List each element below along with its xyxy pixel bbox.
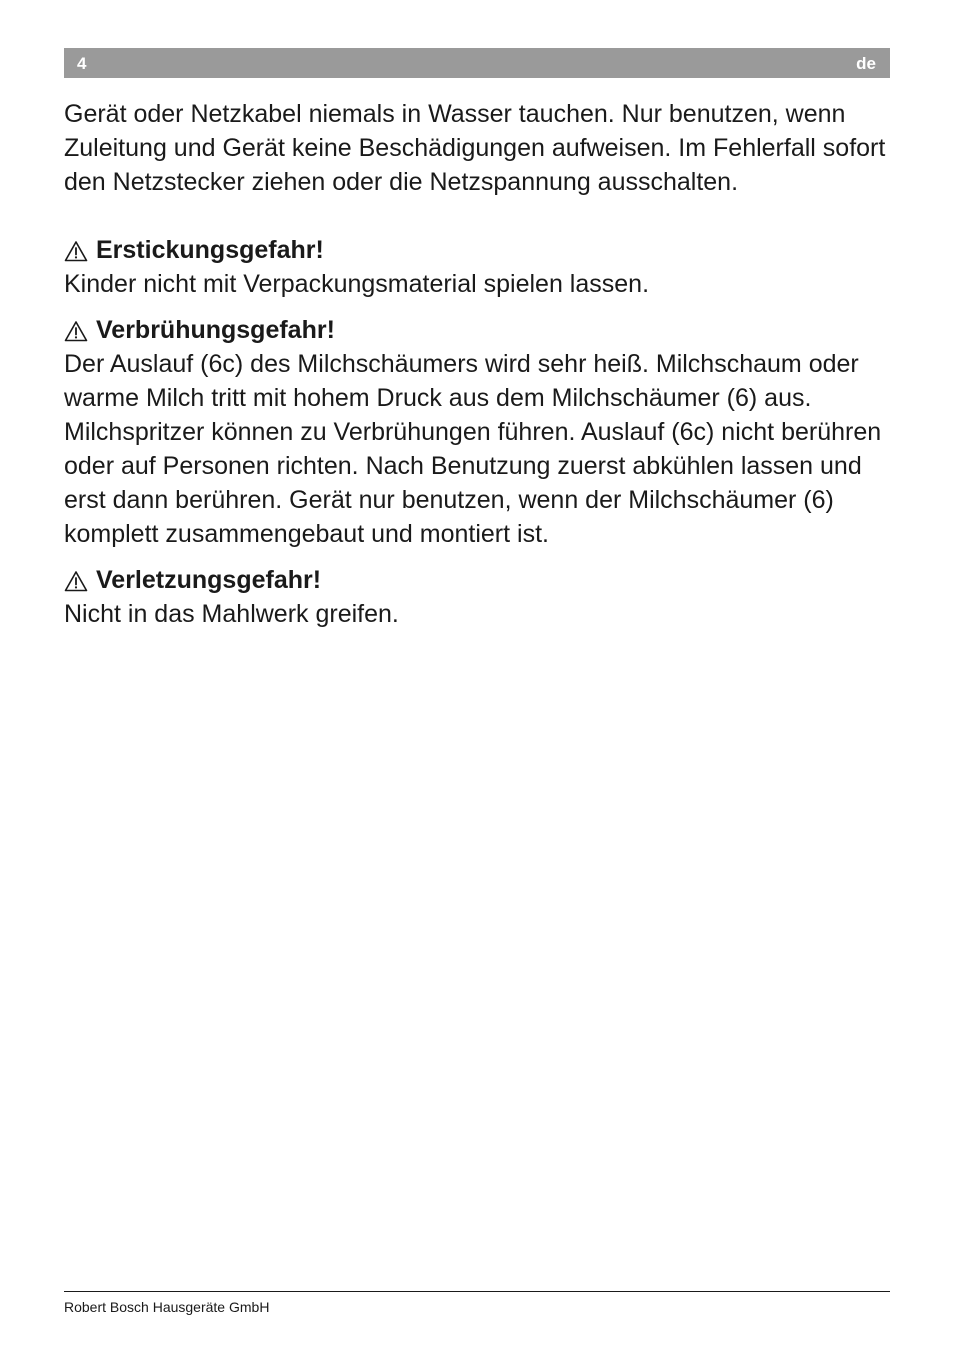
section-body: Der Auslauf (6c) des Milchschäumers wird sehr heiß. Milchschaum oder warme Milch tritt mit hohem Druck aus dem Milchschäumer (6) aus. Milchspritzer können zu Verbrühungen führen. Auslauf (6c) nicht berühren oder auf Personen richten. Nach Benutzung zuerst abkühlen lassen und erst dann berühren. Gerät nur benutzen, wenn der Milchschäumer (6) komplett zusammengebaut und montiert ist. — [64, 350, 882, 548]
language-code: de — [856, 54, 876, 73]
section-body: Kinder nicht mit Verpackungsmaterial spielen lassen. — [64, 270, 650, 298]
warning-triangle-icon — [64, 320, 88, 342]
page-header-bar — [64, 48, 890, 78]
footer-company: Robert Bosch Hausgeräte GmbH — [64, 1299, 270, 1315]
section-heading — [64, 313, 894, 347]
section-heading-text: Verletzungsgefahr! — [96, 566, 322, 594]
warning-section-injury — [64, 563, 894, 631]
intro-paragraph: Gerät oder Netzkabel niemals in Wasser tauchen. Nur benutzen, wenn Zuleitung und Gerät keine Beschädigungen aufweisen. Im Fehlerfall sofort den Netzstecker ziehen oder die Netzspannung ausschalten. — [64, 100, 886, 196]
footer-divider — [64, 1291, 890, 1292]
warning-triangle-icon — [64, 240, 88, 262]
document-body — [64, 97, 894, 643]
section-heading — [64, 233, 894, 267]
warning-section-scalding — [64, 313, 894, 551]
section-body: Nicht in das Mahlwerk greifen. — [64, 600, 399, 628]
section-heading-text: Verbrühungsgefahr! — [96, 316, 335, 344]
warning-triangle-icon — [64, 570, 88, 592]
section-heading — [64, 563, 894, 597]
page-number: 4 — [77, 54, 87, 73]
section-heading-text: Erstickungsgefahr! — [96, 236, 324, 264]
warning-section-suffocation — [64, 233, 894, 301]
